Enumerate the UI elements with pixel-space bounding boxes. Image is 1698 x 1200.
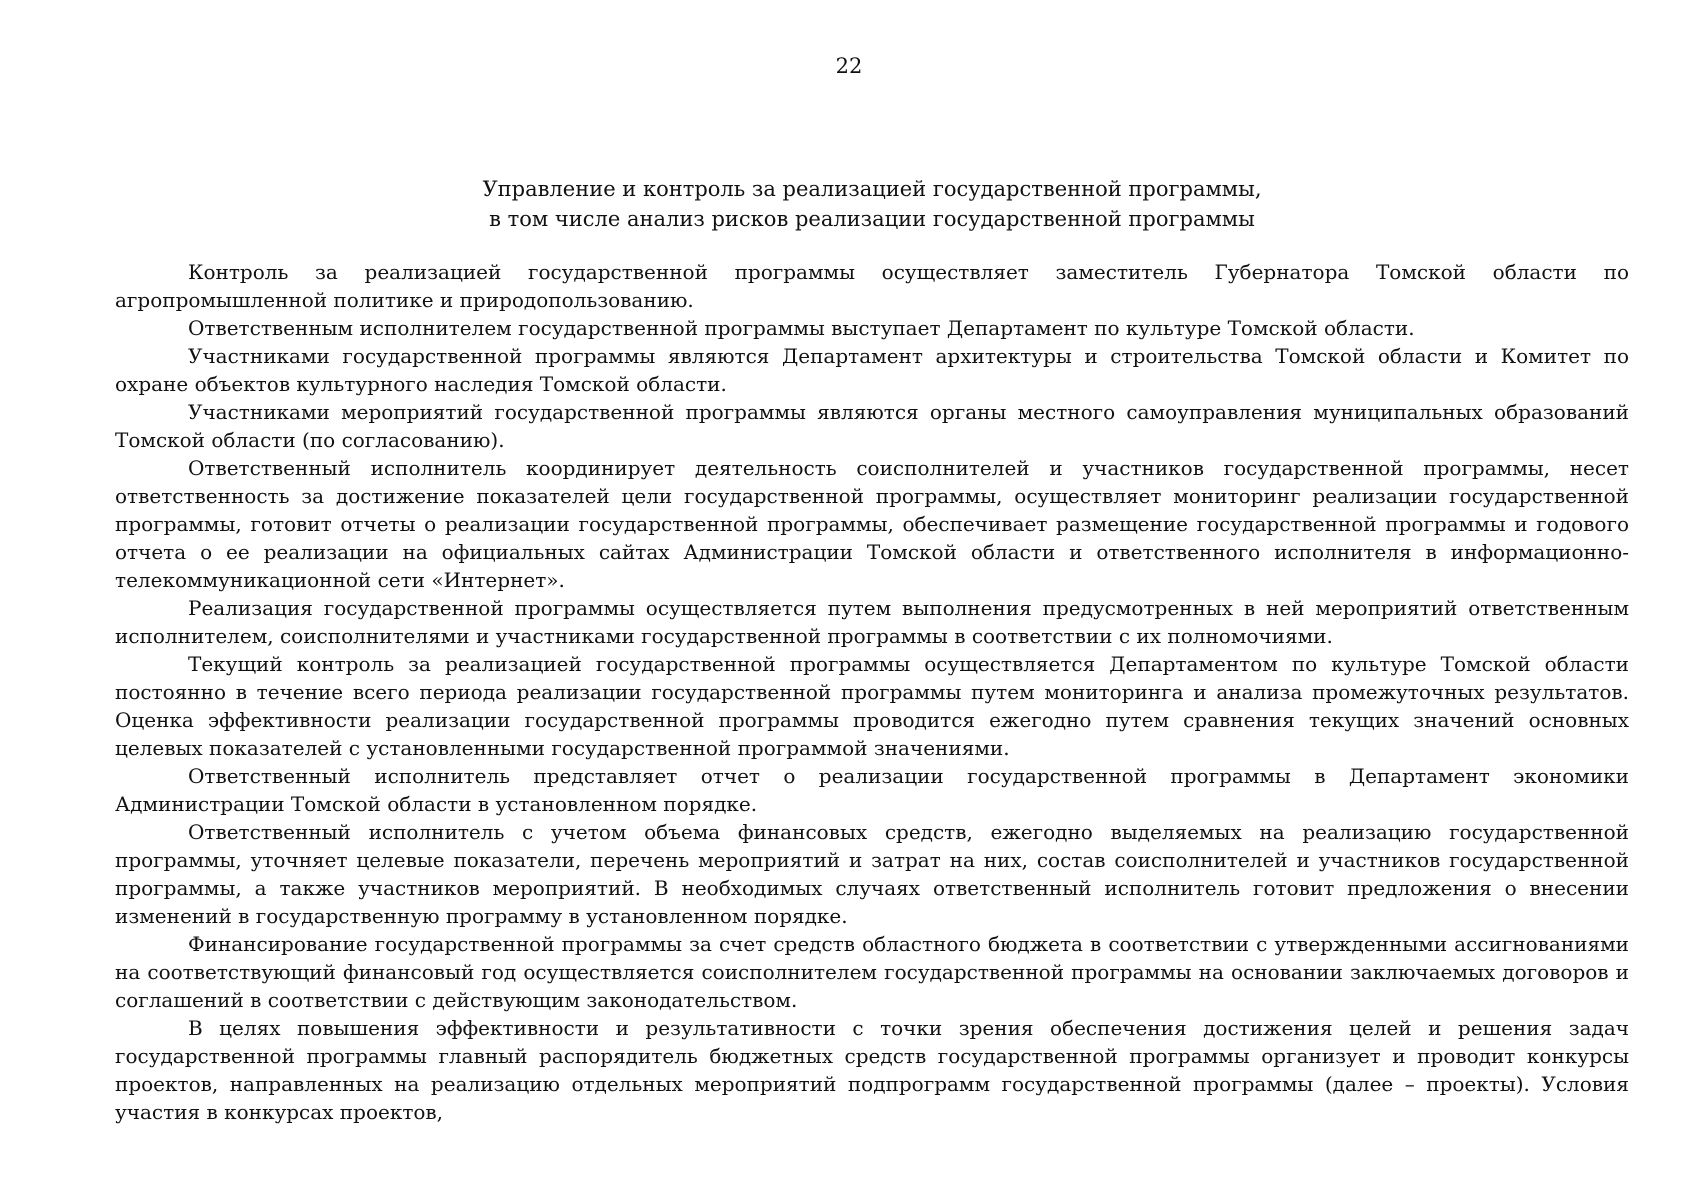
page-number: 22 xyxy=(835,54,863,78)
paragraph-control: Контроль за реализацией государственной программы осуществляет заместитель Губернатора Томской области по агропромышленной политике и природопользованию. xyxy=(115,260,1629,312)
section-title-line-1: Управление и контроль за реализацией государственной программы, xyxy=(482,177,1262,201)
paragraph-report: Ответственный исполнитель представляет отчет о реализации государственной программы в Департамент экономики Администрации Томской области в установленном порядке. xyxy=(115,764,1629,816)
paragraph-event-participants: Участниками мероприятий государственной программы являются органы местного самоуправления муниципальных образований Томской области (по согласованию). xyxy=(115,400,1629,452)
document-body xyxy=(115,258,1629,1126)
paragraph-adjustments: Ответственный исполнитель с учетом объема финансовых средств, ежегодно выделяемых на реализацию государственной программы, уточняет целевые показатели, перечень мероприятий и затрат на них, состав соисполнителей и участников государственной программы, а также участников мероприятий. В необходимых случаях ответственный исполнитель готовит предложения о внесении изменений в государственную программу в установленном порядке. xyxy=(115,820,1629,928)
paragraph-financing: Финансирование государственной программы за счет средств областного бюджета в соответствии с утвержденными ассигнованиями на соответствующий финансовый год осуществляется соисполнителем государственной программы на основании заключаемых договоров и соглашений в соответствии с действующим законодательством. xyxy=(115,932,1629,1012)
paragraph-implementation: Реализация государственной программы осуществляется путем выполнения предусмотренных в ней мероприятий ответственным исполнителем, соисполнителями и участниками государственной программы в соответствии с их полномочиями. xyxy=(115,596,1629,648)
section-title-line-2: в том числе анализ рисков реализации государственной программы xyxy=(489,207,1255,231)
paragraph-current-control: Текущий контроль за реализацией государственной программы осуществляется Департаментом по культуре Томской области постоянно в течение всего периода реализации государственной программы путем мониторинга и анализа промежуточных результатов. Оценка эффективности реализации государственной программы проводится ежегодно путем сравнения текущих значений основных целевых показателей с установленными государственной программой значениями. xyxy=(115,652,1629,760)
paragraph-responsible-executor: Ответственным исполнителем государственной программы выступает Департамент по культуре Томской области. xyxy=(188,316,1415,340)
paragraph-competitions: В целях повышения эффективности и результативности с точки зрения обеспечения достижения целей и решения задач государственной программы главный распорядитель бюджетных средств государственной программы организует и проводит конкурсы проектов, направленных на реализацию отдельных мероприятий подпрограмм государственной программы (далее – проекты). Условия участия в конкурсах проектов, xyxy=(115,1016,1629,1124)
paragraph-coordination: Ответственный исполнитель координирует деятельность соисполнителей и участников государственной программы, несет ответственность за достижение показателей цели государственной программы, осуществляет мониторинг реализации государственной программы, готовит отчеты о реализации государственной программы, обеспечивает размещение государственной программы и годового отчета о ее реализации на официальных сайтах Администрации Томской области и ответственного исполнителя в информационно-телекоммуникационной сети «Интернет». xyxy=(115,456,1629,592)
section-title xyxy=(115,174,1629,234)
paragraph-participants: Участниками государственной программы являются Департамент архитектуры и строительства Томской области и Комитет по охране объектов культурного наследия Томской области. xyxy=(115,344,1629,396)
